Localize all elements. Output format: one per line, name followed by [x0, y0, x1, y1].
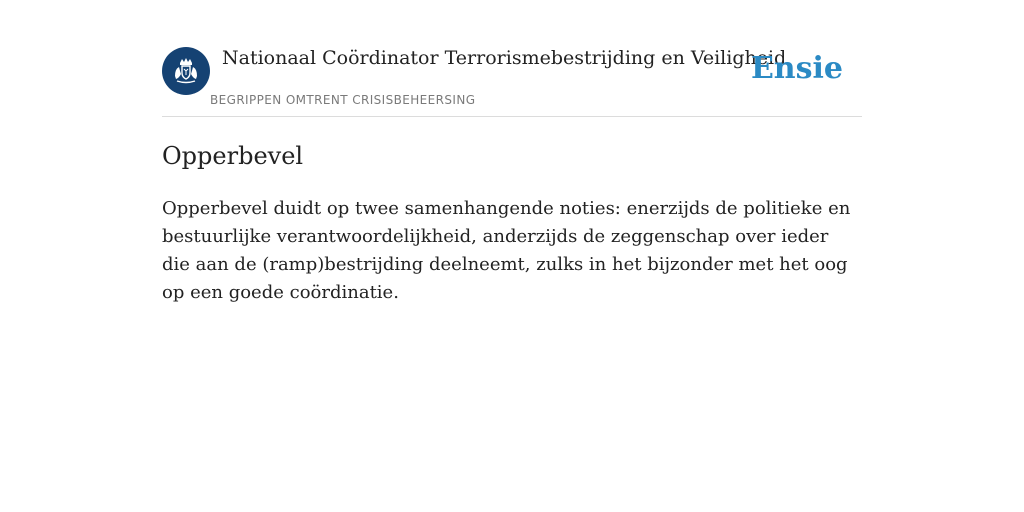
header	[162, 0, 862, 117]
organization-name: Nationaal Coördinator Terrorismebestrijding en Veiligheid	[222, 47, 787, 69]
site-subtitle: BEGRIPPEN OMTRENT CRISISBEHEERSING	[210, 93, 476, 107]
term-definition: Opperbevel duidt op twee samenhangende noties: enerzijds de politieke en bestuurlijke verantwoordelijkheid, anderzijds de zeggenschap over ieder die aan de (ramp)bestrijding deelneemt, zulks in het bijzonder met het oog op een goede coördinatie.	[162, 198, 851, 303]
ensie-logo-link[interactable]: Ensie	[750, 51, 843, 86]
royal-coat-of-arms-icon[interactable]	[162, 47, 210, 95]
page	[162, 0, 862, 307]
term-title: Opperbevel	[162, 142, 304, 170]
